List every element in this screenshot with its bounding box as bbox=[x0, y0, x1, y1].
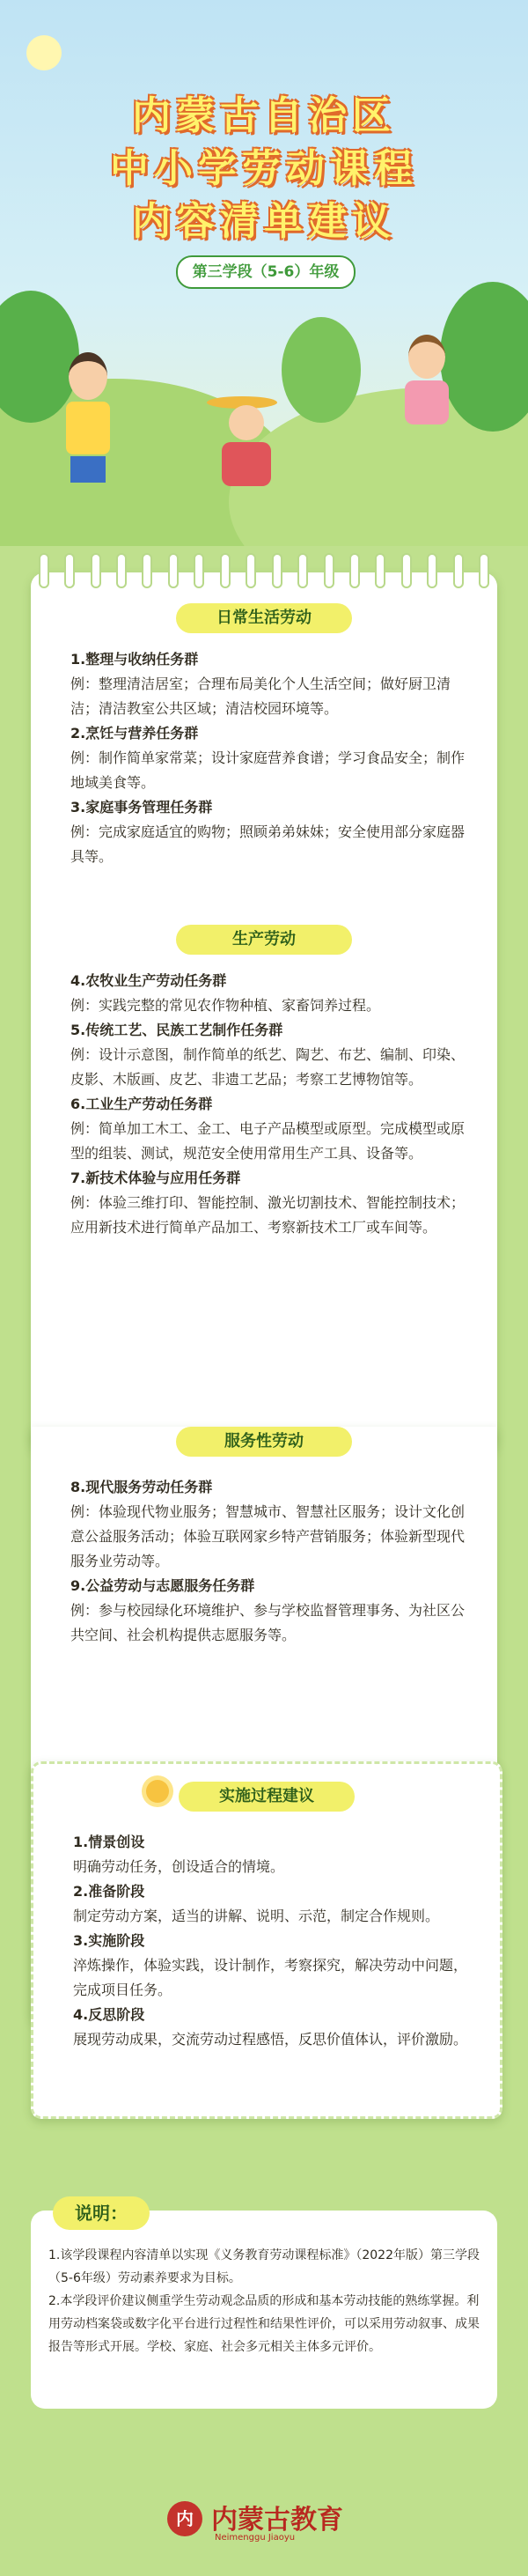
list-item-text: 明确劳动任务，创设适合的情境。 bbox=[73, 1858, 285, 1875]
list-item-heading: 4.反思阶段 bbox=[73, 2006, 145, 2023]
ring bbox=[272, 553, 282, 588]
sun-small-icon bbox=[146, 1780, 169, 1803]
brand-subtitle: Neimenggu Jiaoyu bbox=[215, 2533, 296, 2543]
list-item-heading: 4.农牧业生产劳动任务群 bbox=[70, 972, 227, 989]
list-item-heading: 9.公益劳动与志愿服务任务群 bbox=[70, 1577, 255, 1594]
boy-figure-icon bbox=[62, 352, 114, 476]
list-item-text: 展现劳动成果，交流劳动过程感悟，反思价值体认，评价激励。 bbox=[73, 2031, 468, 2048]
list-item-text: 例：体验现代物业服务；智慧城市、智慧社区服务；设计文化创意公益服务活动；体验互联网家乡特产营销服务；体验新型现代服务业劳动等。 bbox=[70, 1503, 466, 1569]
notes-text bbox=[48, 2244, 480, 2358]
ring bbox=[427, 553, 437, 588]
service-list bbox=[70, 1475, 466, 1648]
ring bbox=[168, 553, 179, 588]
content-card bbox=[31, 572, 497, 1453]
ring bbox=[349, 553, 360, 588]
ring bbox=[39, 553, 49, 588]
list-item-heading: 6.工业生产劳动任务群 bbox=[70, 1096, 213, 1112]
girl-figure-icon bbox=[207, 396, 286, 511]
sun-icon bbox=[26, 35, 62, 70]
ring bbox=[297, 553, 308, 588]
brand-name: 内蒙古教育 bbox=[211, 2505, 343, 2535]
process-list bbox=[73, 1830, 469, 2052]
ring bbox=[246, 553, 256, 588]
list-item-text: 例：体验三维打印、智能控制、激光切割技术、智能控制技术；应用新技术进行简单产品加工、考察新技术工厂或车间等。 bbox=[70, 1194, 466, 1236]
ring bbox=[142, 553, 152, 588]
list-item-text: 例：简单加工木工、金工、电子产品模型或原型。完成模型或原型的组装、测试，规范安全使用常用生产工具、设备等。 bbox=[70, 1120, 466, 1162]
ring bbox=[220, 553, 231, 588]
ring bbox=[116, 553, 127, 588]
notes-label: 说明： bbox=[53, 2196, 150, 2230]
list-item-text: 淬炼操作，体验实践，设计制作，考察探究，解决劳动中问题，完成项目任务。 bbox=[73, 1957, 468, 1998]
list-item-text: 例：实践完整的常见农作物种植、家畜饲养过程。 bbox=[70, 997, 381, 1014]
list-item-heading: 7.新技术体验与应用任务群 bbox=[70, 1170, 241, 1186]
ring bbox=[479, 553, 489, 588]
production-list bbox=[70, 969, 466, 1240]
tree-mid bbox=[282, 317, 361, 423]
list-item-heading: 1.情景创设 bbox=[73, 1834, 145, 1850]
list-item-heading: 2.烹饪与营养任务群 bbox=[70, 725, 199, 742]
ring bbox=[401, 553, 412, 588]
list-item-heading: 1.整理与收纳任务群 bbox=[70, 651, 199, 668]
list-item-text: 例：制作简单家常菜；设计家庭营养食谱；学习食品安全；制作地域美食等。 bbox=[70, 749, 466, 791]
list-item-heading: 2.准备阶段 bbox=[73, 1883, 145, 1900]
notes-line: 2.本学段评价建议侧重学生劳动观念品质的形成和基本劳动技能的熟练掌握。利用劳动档案袋或数字化平台进行过程性和结果性评价，可以采用劳动叙事、成果报告等形式开展。学校、家庭、社会多元相关主体多元评价。 bbox=[48, 2294, 480, 2354]
list-item-text: 例：完成家庭适宜的购物；照顾弟弟妹妹；安全使用部分家庭器具等。 bbox=[70, 823, 466, 865]
ring bbox=[194, 553, 204, 588]
section-label-process: 实施过程建议 bbox=[179, 1782, 355, 1812]
ring bbox=[91, 553, 101, 588]
hero-banner bbox=[0, 0, 528, 546]
binder-rings bbox=[31, 553, 497, 588]
grade-badge: 第三学段（5-6）年级 bbox=[176, 255, 356, 289]
list-item-heading: 3.家庭事务管理任务群 bbox=[70, 799, 213, 816]
daily-list bbox=[70, 647, 466, 869]
brand-logo-icon: 内 bbox=[167, 2501, 202, 2536]
footer bbox=[0, 2466, 528, 2576]
list-item-text: 例：整理清洁居室；合理布局美化个人生活空间；做好厨卫清洁；清洁教室公共区域；清洁校园环境等。 bbox=[70, 675, 451, 717]
ring bbox=[375, 553, 385, 588]
ring bbox=[324, 553, 334, 588]
section-label-service: 服务性劳动 bbox=[176, 1427, 352, 1457]
title-line-2: 中小学劳动课程 bbox=[110, 146, 418, 191]
list-item-text: 例：参与校园绿化环境维护、参与学校监督管理事务、为社区公共空间、社会机构提供志愿服务等。 bbox=[70, 1602, 466, 1643]
list-item-heading: 5.传统工艺、民族工艺制作任务群 bbox=[70, 1022, 283, 1038]
list-item-text: 例：设计示意图，制作简单的纸艺、陶艺、布艺、编制、印染、皮影、木版画、皮艺、非遗工艺品；考察工艺博物馆等。 bbox=[70, 1046, 466, 1088]
list-item-text: 制定劳动方案，适当的讲解、说明、示范，制定合作规则。 bbox=[73, 1908, 440, 1924]
list-item-heading: 3.实施阶段 bbox=[73, 1932, 145, 1949]
title-line-1: 内蒙古自治区 bbox=[132, 93, 396, 138]
list-item-heading: 8.现代服务劳动任务群 bbox=[70, 1479, 213, 1495]
ring bbox=[64, 553, 75, 588]
title-line-3: 内容清单建议 bbox=[132, 199, 396, 244]
section-label-daily: 日常生活劳动 bbox=[176, 603, 352, 633]
process-card bbox=[31, 1761, 502, 2119]
ring bbox=[453, 553, 464, 588]
notes-line: 1.该学段课程内容清单以实现《义务教育劳动课程标准》（2022年版）第三学段（5-6年级）劳动素养要求为目标。 bbox=[48, 2248, 480, 2285]
section-label-production: 生产劳动 bbox=[176, 925, 352, 955]
kid-right-figure-icon bbox=[400, 335, 453, 440]
notes-card bbox=[31, 2203, 497, 2409]
